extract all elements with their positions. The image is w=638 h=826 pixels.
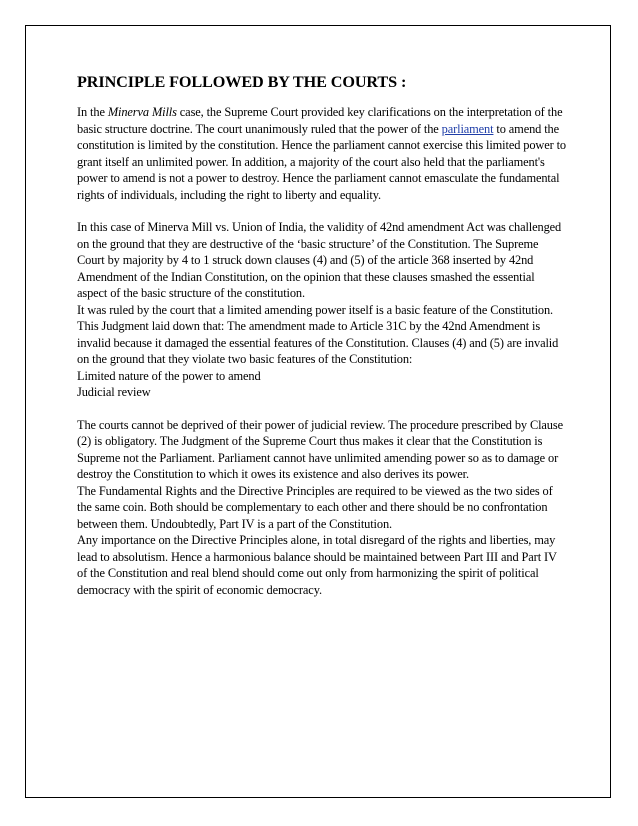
parliament-link[interactable]: parliament (441, 121, 494, 136)
paragraph-text: case, the Supreme Court provided key clarifications on the interpretation of the basic structure doctrine. The court unanimously ruled that the power of the (77, 105, 563, 136)
paragraph-minerva-mills (77, 104, 567, 203)
section-heading: PRINCIPLE FOLLOWED BY THE COURTS : (77, 73, 407, 91)
list-item-limited-power: Limited nature of the power to amend (77, 368, 261, 383)
paragraph-directive-principles: Any importance on the Directive Principles alone, in total disregard of the rights and liberties, may lead to absolutism. Hence a harmonious balance should be maintained between Part III and Part IV of the Constitution and real blend should come out only from harmonizing the spirit of political democracy with the spirit of economic democracy. (77, 533, 557, 597)
paragraph-text: In the (77, 105, 108, 119)
paragraph-judicial-review: The courts cannot be deprived of their power of judicial review. The procedure prescribed by Clause (2) is obligatory. The Judgment of the Supreme Court thus makes it clear that the Constitution is Supreme not the Parliament. Parliament cannot have unlimited amending power so as to damage or destroy the Constitution to which it owes its existence and also derives its power. (77, 417, 563, 481)
paragraph-text: to amend the constitution is limited by the constitution. Hence the parliament cannot exercise this limited power to grant itself an unlimited power. In addition, a majority of the court also held that the parliament's power to amend is not a power to destroy. Hence the parliament cannot emasculate the fundamental rights of individuals, including the right to liberty and equality. (77, 121, 567, 202)
paragraph-court-ruling: It was ruled by the court that a limited amending power itself is a basic feature of the Constitution. This Judgment laid down that: The amendment made to Article 31C by the 42nd Amendment is invalid because it damaged the essential features of the Constitution. Clauses (4) and (5) are invalid on the ground that they violate two basic features of the Constitution: (77, 302, 559, 366)
paragraph-fundamental-rights: The Fundamental Rights and the Directive Principles are required to be viewed as the two sides of the same coin. Both should be complementary to each other and there should be no confrontation between them. Undoubtedly, Part IV is a part of the Constitution. (77, 483, 553, 531)
list-item-judicial-review: Judicial review (77, 385, 151, 399)
case-name-italic: Minerva Mills (107, 105, 177, 119)
paragraph-42nd-amendment: In this case of Minerva Mill vs. Union of India, the validity of 42nd amendment Act was challenged on the ground that they are destructive of the ‘basic structure’ of the Constitution. The Supreme Court by majority by 4 to 1 struck down clauses (4) and (5) of the article 368 inserted by 42nd Amendment of the Indian Constitution, on the opinion that these clauses smashed the essential aspect of the basic structure of the constitution. (77, 220, 562, 300)
document-body (77, 72, 567, 598)
